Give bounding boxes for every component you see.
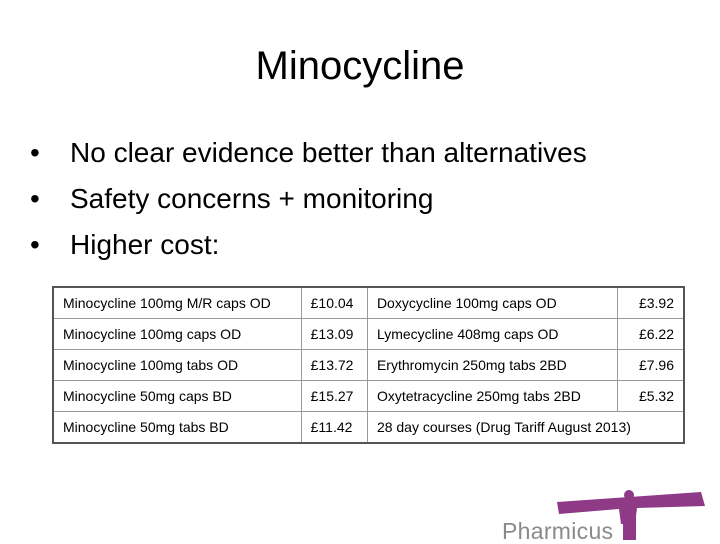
alternative-cost-cell: £5.32 xyxy=(617,381,684,412)
table-row xyxy=(53,319,684,350)
logo-body-shape xyxy=(623,504,636,540)
bullet-list xyxy=(30,130,587,268)
alternative-cost-cell: £7.96 xyxy=(617,350,684,381)
minocycline-item-cell: Minocycline 50mg caps BD xyxy=(53,381,301,412)
alternative-item-cell: Erythromycin 250mg tabs 2BD xyxy=(367,350,617,381)
alternative-item-cell: Oxytetracycline 250mg tabs 2BD xyxy=(367,381,617,412)
slide-title: Minocycline xyxy=(255,44,465,88)
bullet-text: Safety concerns + monitoring xyxy=(70,183,434,214)
bullet-dot-icon: • xyxy=(30,137,40,168)
bullet-text: No clear evidence better than alternatives xyxy=(70,137,587,168)
bullet-item xyxy=(30,130,587,176)
minocycline-cost-cell: £15.27 xyxy=(301,381,367,412)
alternative-item-cell: Doxycycline 100mg caps OD xyxy=(367,287,617,319)
bullet-item xyxy=(30,222,587,268)
minocycline-item-cell: Minocycline 50mg tabs BD xyxy=(53,412,301,444)
table-row xyxy=(53,350,684,381)
table-note-cell: 28 day courses (Drug Tariff August 2013) xyxy=(367,412,684,444)
bullet-dot-icon: • xyxy=(30,183,40,214)
minocycline-cost-cell: £13.72 xyxy=(301,350,367,381)
minocycline-cost-cell: £11.42 xyxy=(301,412,367,444)
bullet-text: Higher cost: xyxy=(70,229,220,260)
table-row xyxy=(53,381,684,412)
alternative-cost-cell: £3.92 xyxy=(617,287,684,319)
minocycline-item-cell: Minocycline 100mg tabs OD xyxy=(53,350,301,381)
minocycline-item-cell: Minocycline 100mg caps OD xyxy=(53,319,301,350)
alternative-cost-cell: £6.22 xyxy=(617,319,684,350)
alternative-item-cell: Lymecycline 408mg caps OD xyxy=(367,319,617,350)
logo-head-shape xyxy=(624,490,634,500)
cost-comparison-table xyxy=(52,286,685,444)
bullet-dot-icon: • xyxy=(30,229,40,260)
logo-wordmark: Pharmicus xyxy=(502,518,614,544)
minocycline-item-cell: Minocycline 100mg M/R caps OD xyxy=(53,287,301,319)
minocycline-cost-cell: £13.09 xyxy=(301,319,367,350)
table-row xyxy=(53,287,684,319)
table-row xyxy=(53,412,684,444)
bullet-item xyxy=(30,176,587,222)
minocycline-cost-cell: £10.04 xyxy=(301,287,367,319)
